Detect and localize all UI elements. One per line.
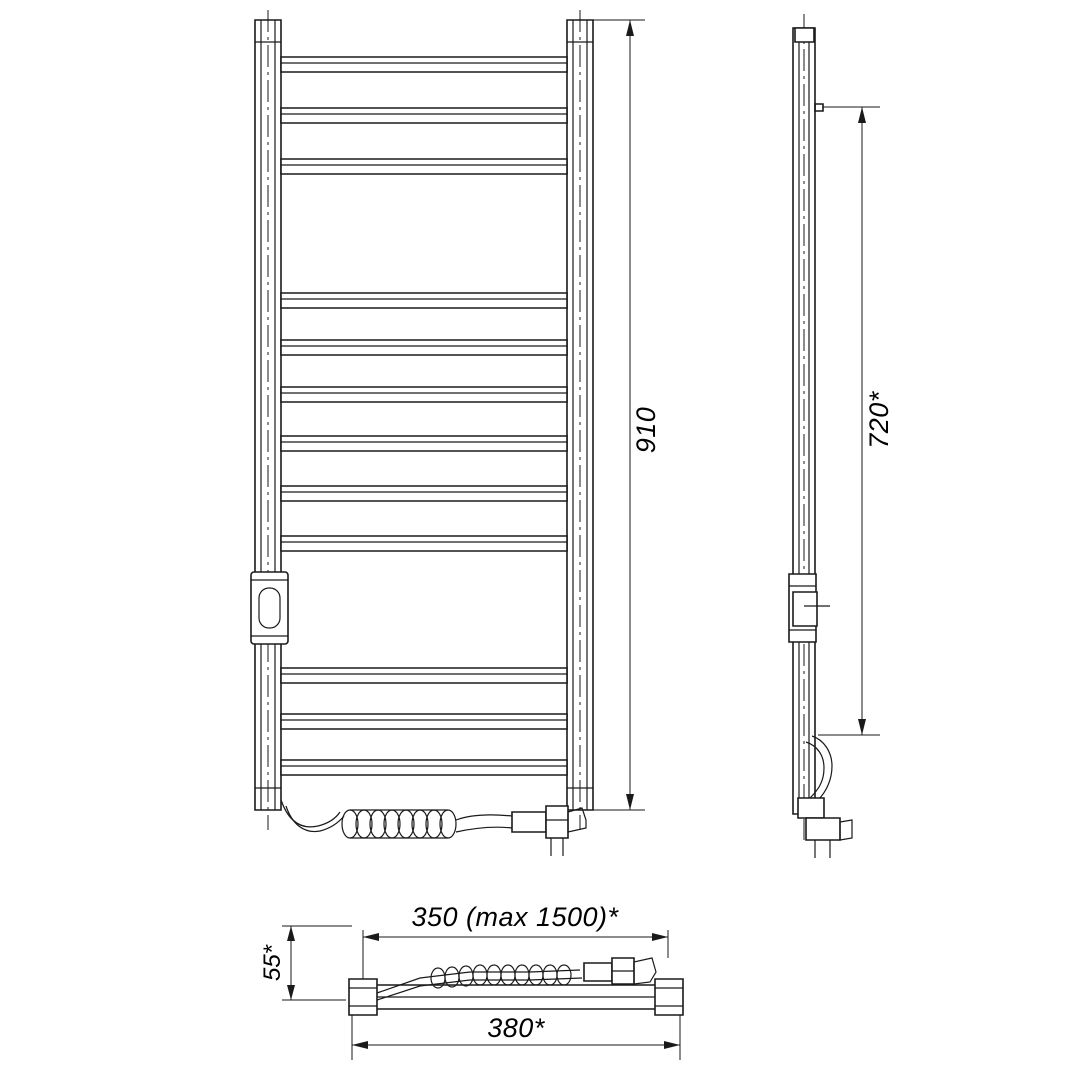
power-cord-front bbox=[281, 800, 586, 856]
dimension-350-label: 350 (max 1500)* bbox=[411, 902, 619, 932]
top-view bbox=[259, 902, 683, 1060]
rung bbox=[281, 159, 567, 174]
dimension-910-label: 910 bbox=[631, 406, 661, 454]
rung bbox=[281, 57, 567, 72]
plug-side bbox=[806, 818, 852, 858]
dimension-380 bbox=[352, 1013, 680, 1060]
front-rungs bbox=[281, 57, 567, 775]
rung bbox=[281, 436, 567, 451]
top-plug bbox=[584, 958, 656, 984]
rung bbox=[281, 668, 567, 683]
rung bbox=[281, 387, 567, 402]
dimension-55-label: 55* bbox=[259, 944, 286, 982]
rung bbox=[281, 293, 567, 308]
top-left-foot bbox=[349, 979, 377, 1015]
side-wall-bracket-top bbox=[815, 104, 823, 111]
rung bbox=[281, 536, 567, 551]
control-module-side bbox=[789, 574, 830, 642]
dimension-910 bbox=[593, 20, 661, 810]
dimension-720-label: 720* bbox=[864, 391, 894, 449]
dimension-55 bbox=[259, 926, 352, 1000]
dimension-380-label: 380* bbox=[487, 1013, 545, 1043]
rung bbox=[281, 108, 567, 123]
top-right-foot bbox=[655, 979, 683, 1015]
cord-coil bbox=[342, 810, 456, 838]
plug-front bbox=[512, 806, 586, 856]
rung bbox=[281, 340, 567, 355]
side-top-cap bbox=[795, 28, 814, 42]
rung bbox=[281, 486, 567, 501]
rung bbox=[281, 760, 567, 775]
control-module-front bbox=[251, 572, 288, 644]
dimension-720 bbox=[818, 107, 894, 735]
rung bbox=[281, 714, 567, 729]
side-view bbox=[789, 14, 894, 858]
front-view bbox=[251, 10, 661, 856]
